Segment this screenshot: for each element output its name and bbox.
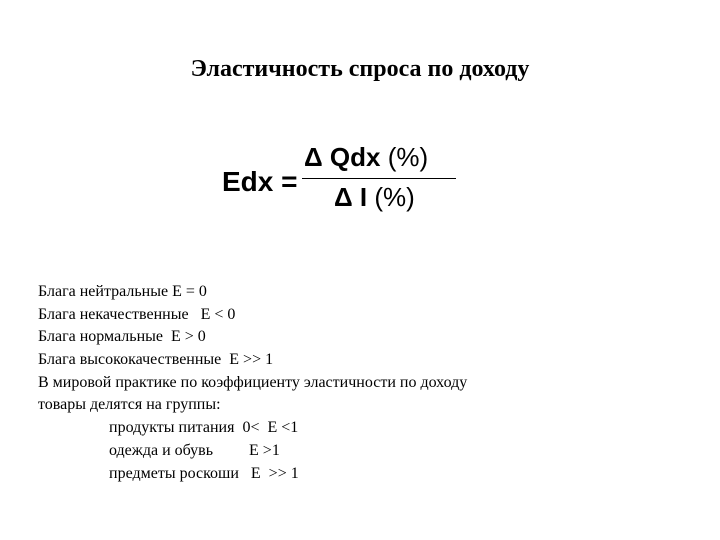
group-item-clothing: одежда и обувь E >1 xyxy=(109,441,280,459)
text-line-groups-intro: товары делятся на группы: xyxy=(38,396,221,414)
body-text xyxy=(38,281,708,485)
text-line-normal: Блага нормальные E > 0 xyxy=(38,328,206,346)
text-line-luxury: Блага высококачественные E >> 1 xyxy=(38,351,274,369)
text-line-neutral: Блага нейтральные E = 0 xyxy=(38,283,207,300)
formula-denominator xyxy=(334,182,415,213)
numerator-unit: (%) xyxy=(387,142,429,172)
text-line-world-practice: В мировой практике по коэффициенту эластичности по доходу xyxy=(38,373,468,391)
slide-title: Эластичность спроса по доходу xyxy=(190,56,530,82)
group-item-food: продукты питания 0< E <1 xyxy=(109,419,299,437)
formula-lhs: Edx = xyxy=(222,166,298,197)
elasticity-formula xyxy=(222,140,462,220)
numerator-symbol: Δ Qdx xyxy=(304,142,381,172)
group-item-luxury: предметы роскоши E >> 1 xyxy=(109,464,299,482)
denominator-symbol: Δ I xyxy=(334,182,368,212)
fraction-bar xyxy=(302,178,456,179)
denominator-unit: (%) xyxy=(374,182,415,212)
formula-numerator xyxy=(304,142,428,173)
text-line-inferior: Блага некачественные E < 0 xyxy=(38,305,236,323)
